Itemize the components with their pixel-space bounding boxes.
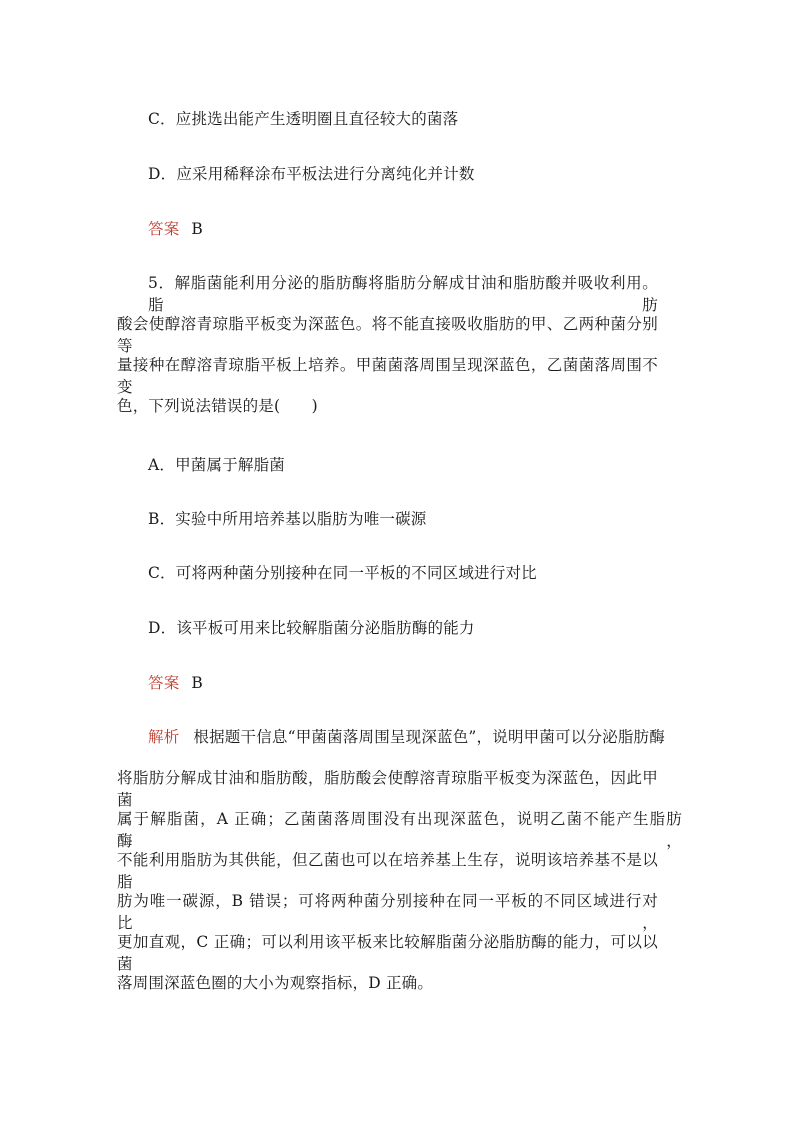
q5-stem-line-4: 色，下列说法错误的是( )	[117, 397, 318, 415]
answer-value: B	[191, 674, 203, 692]
analysis-text: 根据题干信息“甲菌菌落周围呈现深蓝色”，说明甲菌可以分泌脂肪酶	[193, 728, 665, 746]
q5-analysis-line: 将脂肪分解成甘油和脂肪酸，脂肪酸会使醇溶青琼脂平板变为深蓝色，因此甲菌	[117, 769, 658, 809]
q5-stem-line-1: 5．解脂菌能利用分泌的脂肪酶将脂肪分解成甘油和脂肪酸并吸收利用。脂肪	[148, 274, 658, 314]
q5-option-a: A．甲菌属于解脂菌	[148, 456, 285, 474]
q4-option-d: D．应采用稀释涂布平板法进行分离纯化并计数	[148, 165, 475, 183]
q5-answer	[148, 672, 718, 694]
answer-label: 答案	[148, 674, 180, 692]
q5-option-d: D．该平板可用来比较解脂菌分泌脂肪酶的能力	[148, 619, 475, 637]
q5-analysis-line: 不能利用脂肪为其供能，但乙菌也可以在培养基上生存，说明该培养基不是以脂	[117, 851, 658, 891]
q5-analysis-first-line	[148, 726, 718, 748]
q5-analysis-line: 属于解脂菌，A 正确；乙菌菌落周围没有出现深蓝色，说明乙菌不能产生脂肪酶，	[117, 810, 682, 850]
answer-value: B	[191, 220, 203, 238]
answer-label: 答案	[148, 220, 180, 238]
q5-stem-line-2: 酸会使醇溶青琼脂平板变为深蓝色。将不能直接吸收脂肪的甲、乙两种菌分别等	[117, 315, 658, 355]
q5-stem-line-3: 量接种在醇溶青琼脂平板上培养。甲菌菌落周围呈现深蓝色，乙菌菌落周围不变	[117, 356, 658, 396]
q5-option-b: B．实验中所用培养基以脂肪为唯一碳源	[148, 510, 427, 528]
q5-analysis-line: 肪为唯一碳源，B 错误；可将两种菌分别接种在同一平板的不同区域进行对比，	[117, 892, 658, 932]
q4-option-c: C．应挑选出能产生透明圈且直径较大的菌落	[148, 110, 459, 128]
q5-analysis-line: 更加直观，C 正确；可以利用该平板来比较解脂菌分泌脂肪酶的能力，可以以菌	[117, 933, 658, 973]
analysis-label: 解析	[148, 728, 180, 746]
q4-answer	[148, 218, 718, 240]
q5-option-c: C．可将两种菌分别接种在同一平板的不同区域进行对比	[148, 564, 537, 582]
q5-analysis-line: 落周围深蓝色圈的大小为观察指标，D 正确。	[117, 974, 434, 992]
